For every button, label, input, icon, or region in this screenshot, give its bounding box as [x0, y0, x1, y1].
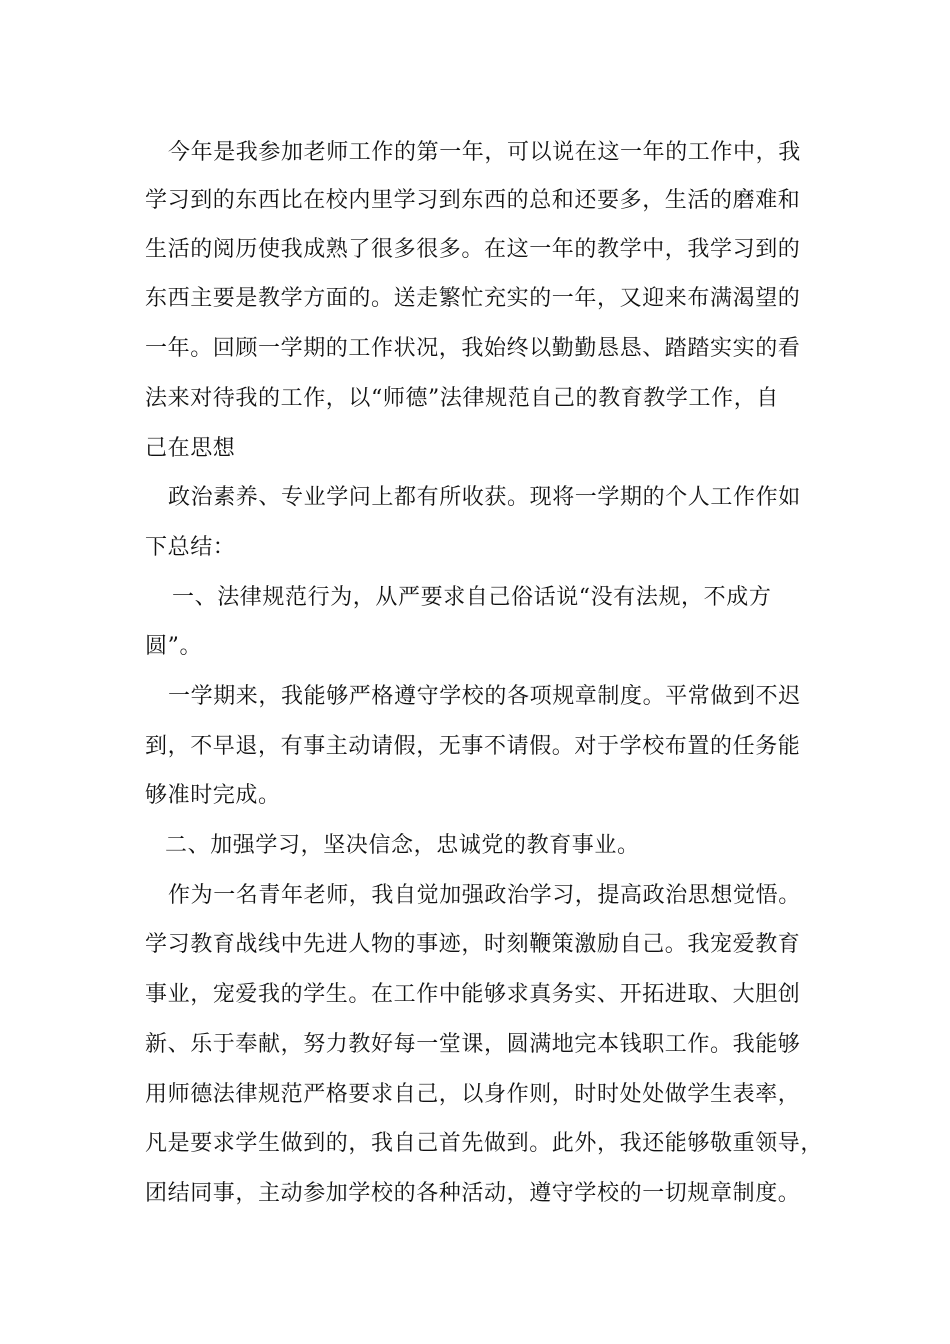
paragraph-line: 一学期来，我能够严格遵守学校的各项规章制度。平常做到不迟 [168, 684, 801, 709]
paragraph-line: 下总结： [145, 535, 236, 560]
paragraph-line: 新、乐于奉献，努力教好每一堂课，圆满地完本钱职工作。我能够 [145, 1032, 801, 1057]
paragraph-line: 法来对待我的工作，以“师德”法律规范自己的教育教学工作，自 [145, 386, 779, 411]
section-heading-line: 一、法律规范行为，从严要求自己俗话说“没有法规，不成方 [172, 585, 772, 610]
paragraph-line: 学习教育战线中先进人物的事迹，时刻鞭策激励自己。我宠爱教育 [145, 932, 801, 957]
paragraph-line: 事业，宠爱我的学生。在工作中能够求真务实、开拓进取、大胆创 [145, 982, 801, 1007]
section-heading-line: 圆”。 [145, 634, 203, 659]
paragraph-line: 生活的阅历使我成熟了很多很多。在这一年的教学中，我学习到的 [145, 237, 801, 262]
paragraph-line: 作为一名青年老师，我自觉加强政治学习，提高政治思想觉悟。 [168, 883, 801, 908]
paragraph-line: 够准时完成。 [145, 783, 281, 808]
paragraph-line: 东西主要是教学方面的。送走繁忙充实的一年，又迎来布满渴望的 [145, 286, 801, 311]
paragraph-line: 己在思想 [145, 436, 236, 461]
paragraph-line: 凡是要求学生做到的，我自己首先做到。此外，我还能够敬重领导， [145, 1131, 824, 1156]
paragraph-line: 学习到的东西比在校内里学习到东西的总和还要多，生活的磨难和 [145, 188, 801, 213]
paragraph-line: 今年是我参加老师工作的第一年，可以说在这一年的工作中，我 [168, 140, 801, 165]
paragraph-line: 一年。回顾一学期的工作状况，我始终以勤勤恳恳、踏踏实实的看 [145, 336, 801, 361]
paragraph-line: 团结同事，主动参加学校的各种活动，遵守学校的一切规章制度。 [145, 1181, 801, 1206]
paragraph-line: 用师德法律规范严格要求自己，以身作则，时时处处做学生表率， [145, 1082, 801, 1107]
paragraph-line: 到，不早退，有事主动请假，无事不请假。对于学校布置的任务能 [145, 734, 801, 759]
section-heading-line: 二、加强学习，坚决信念，忠诚党的教育事业。 [165, 833, 640, 858]
paragraph-line: 政治素养、专业学问上都有所收获。现将一学期的个人工作作如 [168, 485, 801, 510]
